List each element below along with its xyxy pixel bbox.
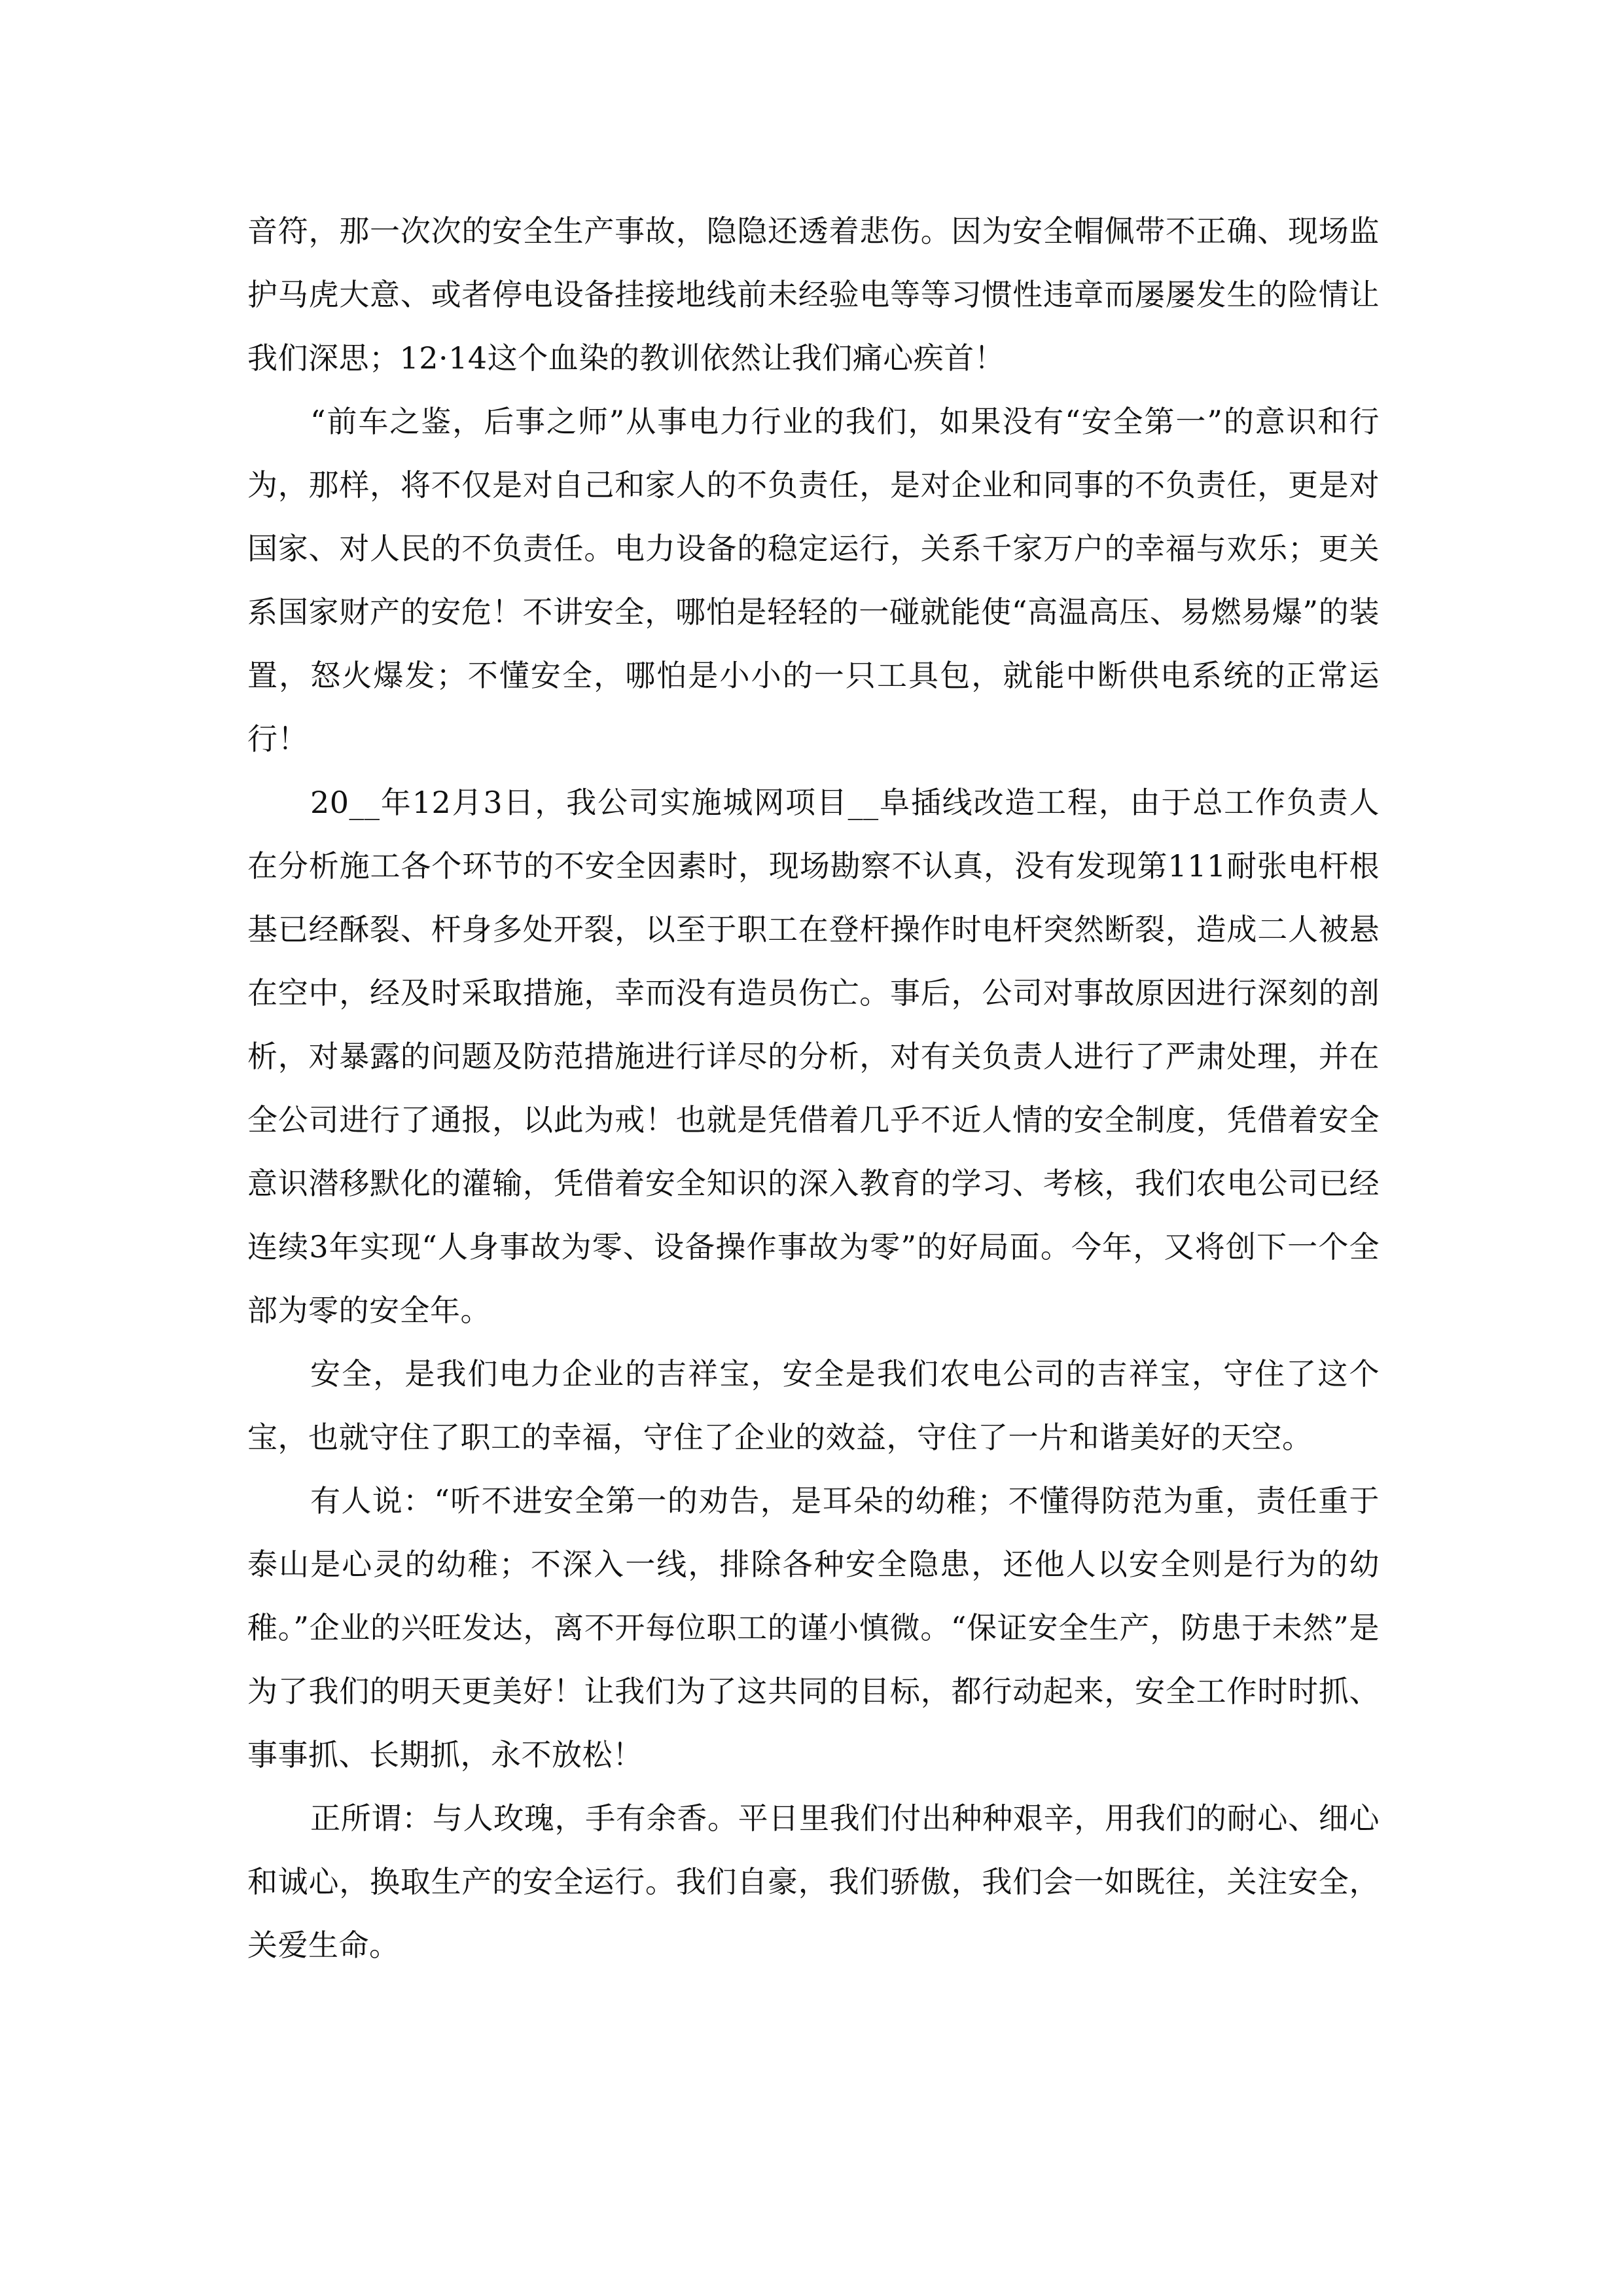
paragraph-2: “前车之鉴，后事之师”从事电力行业的我们，如果没有“安全第一”的意识和行为，那样，将不仅是对自己和家人的不负责任，是对企业和同事的不负责任，更是对国家、对人民的不负责任。电力设备的稳定运行，关系千家万户的幸福与欢乐；更关系国家财产的安危！不讲安全，哪怕是轻轻的一碰就能使“高温高压、易燃易爆”的装置，怒火爆发；不懂安全，哪怕是小小的一只工具包，就能中断供电系统的正常运行！ [247, 404, 1380, 757]
paragraph-3: 20__年12月3日，我公司实施城网项目__阜插线改造工程，由于总工作负责人在分析施工各个环节的不安全因素时，现场勘察不认真，没有发现第111耐张电杆根基已经酥裂、杆身多处开裂，以至于职工在登杆操作时电杆突然断裂，造成二人被悬在空中，经及时采取措施，幸而没有造员伤亡。事后，公司对事故原因进行深刻的剖析，对暴露的问题及防范措施进行详尽的分析，对有关负责人进行了严肃处理，并在全公司进行了通报，以此为戒！也就是凭借着几乎不近人情的安全制度，凭借着安全意识潜移默化的灌输，凭借着安全知识的深入教育的学习、考核，我们农电公司已经连续3年实现“人身事故为零、设备操作事故为零”的好局面。今年，又将创下一个全部为零的安全年。 [247, 785, 1380, 1328]
paragraph-4: 安全，是我们电力企业的吉祥宝，安全是我们农电公司的吉祥宝，守住了这个宝，也就守住了职工的幸福，守住了企业的效益，守住了一片和谐美好的天空。 [247, 1356, 1380, 1455]
paragraph-1: 音符，那一次次的安全生产事故，隐隐还透着悲伤。因为安全帽佩带不正确、现场监护马虎大意、或者停电设备挂接地线前未经验电等等习惯性违章而屡屡发生的险情让我们深思；12·14这个血染的教训依然让我们痛心疾首！ [247, 213, 1380, 376]
paragraph-5: 有人说：“听不进安全第一的劝告，是耳朵的幼稚；不懂得防范为重，责任重于泰山是心灵的幼稚；不深入一线，排除各种安全隐患，还他人以安全则是行为的幼稚。”企业的兴旺发达，离不开每位职工的谨小慎微。“保证安全生产，防患于未然”是为了我们的明天更美好！让我们为了这共同的目标，都行动起来，安全工作时时抓、事事抓、长期抓，永不放松！ [247, 1483, 1380, 1772]
paragraph-6: 正所谓：与人玫瑰，手有余香。平日里我们付出种种艰辛，用我们的耐心、细心和诚心，换取生产的安全运行。我们自豪，我们骄傲，我们会一如既往，关注安全，关爱生命。 [247, 1801, 1380, 1963]
document-body [247, 200, 1380, 1977]
